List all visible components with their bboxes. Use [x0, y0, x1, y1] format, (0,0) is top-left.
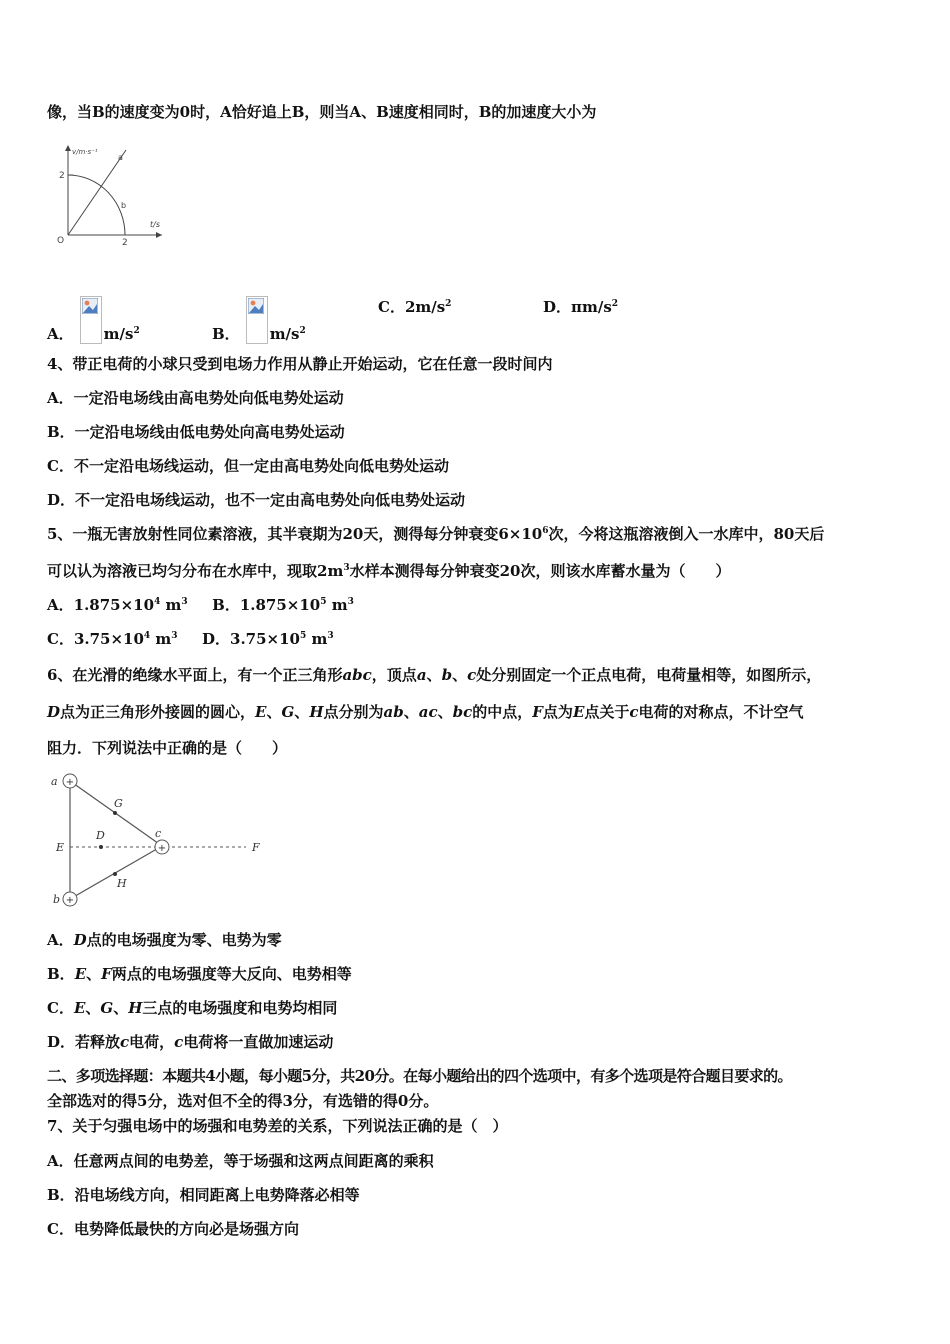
q4-stem: 4、带正电荷的小球只受到电场力作用从静止开始运动，它在任意一段时间内: [47, 355, 553, 373]
q4-option-d[interactable]: D．不一定沿电场线运动，也不一定由高电势处向低电势处运动: [47, 491, 466, 509]
q5-option-b[interactable]: B．$1.875\times 10^5$ $m^3$: [212, 596, 354, 614]
label-h: H: [117, 877, 127, 890]
vt-line-a: [68, 150, 126, 235]
label-d: D: [96, 829, 105, 842]
q6-stem-line3: 阻力．下列说法中正确的是（ ）: [47, 739, 288, 757]
q5-option-a[interactable]: A．$1.875\times 10^4$ $m^3$: [47, 596, 188, 614]
q7-stem: 7、关于匀强电场中的场强和电势差的关系，下列说法正确的是（ ）: [47, 1117, 508, 1135]
vt-graph: [54, 140, 169, 250]
section2-heading: 二、多项选择题：本题共4小题，每小题5分，共20分。在每小题给出的四个选项中，有多个选项是符合题目要求的。: [47, 1067, 792, 1085]
charge-c: [155, 840, 169, 854]
q3-option-b[interactable]: B． $m/s^2$: [212, 296, 306, 344]
vt-v-arrow: [65, 145, 71, 151]
q7-option-c[interactable]: C．电势降低最快的方向必是场强方向: [47, 1220, 299, 1238]
q5-option-c[interactable]: C．$3.75\times 10^4$ $m^3$: [47, 630, 178, 648]
q5-stem-line1: 5、一瓶无害放射性同位素溶液，其半衰期为20天，测得每分钟衰变$6\times 10^6$次，今将这瓶溶液倒入一水库中，80天后: [47, 525, 825, 543]
q5-option-d[interactable]: D．$3.75\times 10^5$ $m^3$: [202, 630, 334, 648]
svg-text:+: +: [65, 895, 75, 906]
q7-option-b[interactable]: B．沿电场线方向，相同距离上电势降落必相等: [47, 1186, 360, 1204]
vt-xlabel: t/s: [150, 220, 160, 229]
point-g: [113, 811, 117, 815]
q6-stem-line2: D点为正三角形外接圆的圆心，E、G、H点分别为ab、ac、bc的中点，F点为E点关于c电荷的对称点，不计空气: [47, 703, 804, 721]
vt-t-arrow: [156, 232, 162, 238]
q4-option-c[interactable]: C．不一定沿电场线运动，但一定由高电势处向低电势处运动: [47, 457, 449, 475]
vt-curve-b: [68, 175, 125, 235]
q4-option-b[interactable]: B．一定沿电场线由低电势处向高电势处运动: [47, 423, 345, 441]
q6-stem-line1: 6、在光滑的绝缘水平面上，有一个正三角形abc，顶点a、b、c处分别固定一个正点电荷，电荷量相等，如图所示，: [47, 666, 822, 684]
label-a: a: [51, 775, 58, 788]
triangle-figure: [48, 770, 268, 910]
q3-option-d[interactable]: D．$\pi m/s^2$: [543, 298, 619, 316]
label-f: F: [252, 841, 260, 854]
svg-text:+: +: [157, 843, 167, 854]
label-g: G: [114, 797, 123, 810]
vt-ylabel: v/m·s⁻¹: [72, 148, 98, 156]
charge-a: [63, 774, 77, 788]
q3-stem: 像，当B的速度变为0时，A恰好追上B，则当A、B速度相同时，B的加速度大小为: [47, 103, 597, 121]
vt-label-a: a: [118, 153, 123, 162]
q6-option-a[interactable]: A．D点的电场强度为零、电势为零: [47, 931, 282, 949]
vt-y-tick: 2: [59, 171, 65, 181]
section2-scoring: 全部选对的得5分，选对但不全的得3分，有选错的得0分。: [47, 1092, 439, 1110]
label-b: b: [53, 893, 61, 906]
q4-option-a[interactable]: A．一定沿电场线由高电势处向低电势处运动: [47, 389, 344, 407]
point-h: [113, 872, 117, 876]
q7-option-a[interactable]: A．任意两点间的电势差，等于场强和这两点间距离的乘积: [47, 1152, 434, 1170]
broken-image-icon: [80, 296, 102, 344]
charge-b: [63, 892, 77, 906]
label-e: E: [56, 841, 65, 854]
point-d: [99, 845, 103, 849]
svg-text:+: +: [65, 777, 75, 788]
vt-label-b: b: [121, 201, 127, 210]
q3-option-a[interactable]: A． $m/s^2$: [47, 296, 140, 344]
q6-option-d[interactable]: D．若释放c电荷，c电荷将一直做加速运动: [47, 1033, 334, 1051]
q5-options-row2: [47, 629, 920, 649]
q6-option-b[interactable]: B．E、F两点的电场强度等大反向、电势相等: [47, 965, 352, 983]
q5-options-row1: [47, 595, 920, 615]
broken-image-icon: [246, 296, 268, 344]
q3-option-c[interactable]: C．$2m/s^2$: [378, 298, 452, 316]
vt-origin: O: [57, 236, 65, 246]
vt-x-tick: 2: [122, 238, 128, 248]
q6-option-c[interactable]: C．E、G、H三点的电场强度和电势均相同: [47, 999, 338, 1017]
label-c: c: [155, 827, 162, 840]
q5-stem-line2: 可以认为溶液已均匀分布在水库中，现取$2m^3$水样本测得每分钟衰变20次，则该水库蓄水量为（ ）: [47, 562, 731, 580]
